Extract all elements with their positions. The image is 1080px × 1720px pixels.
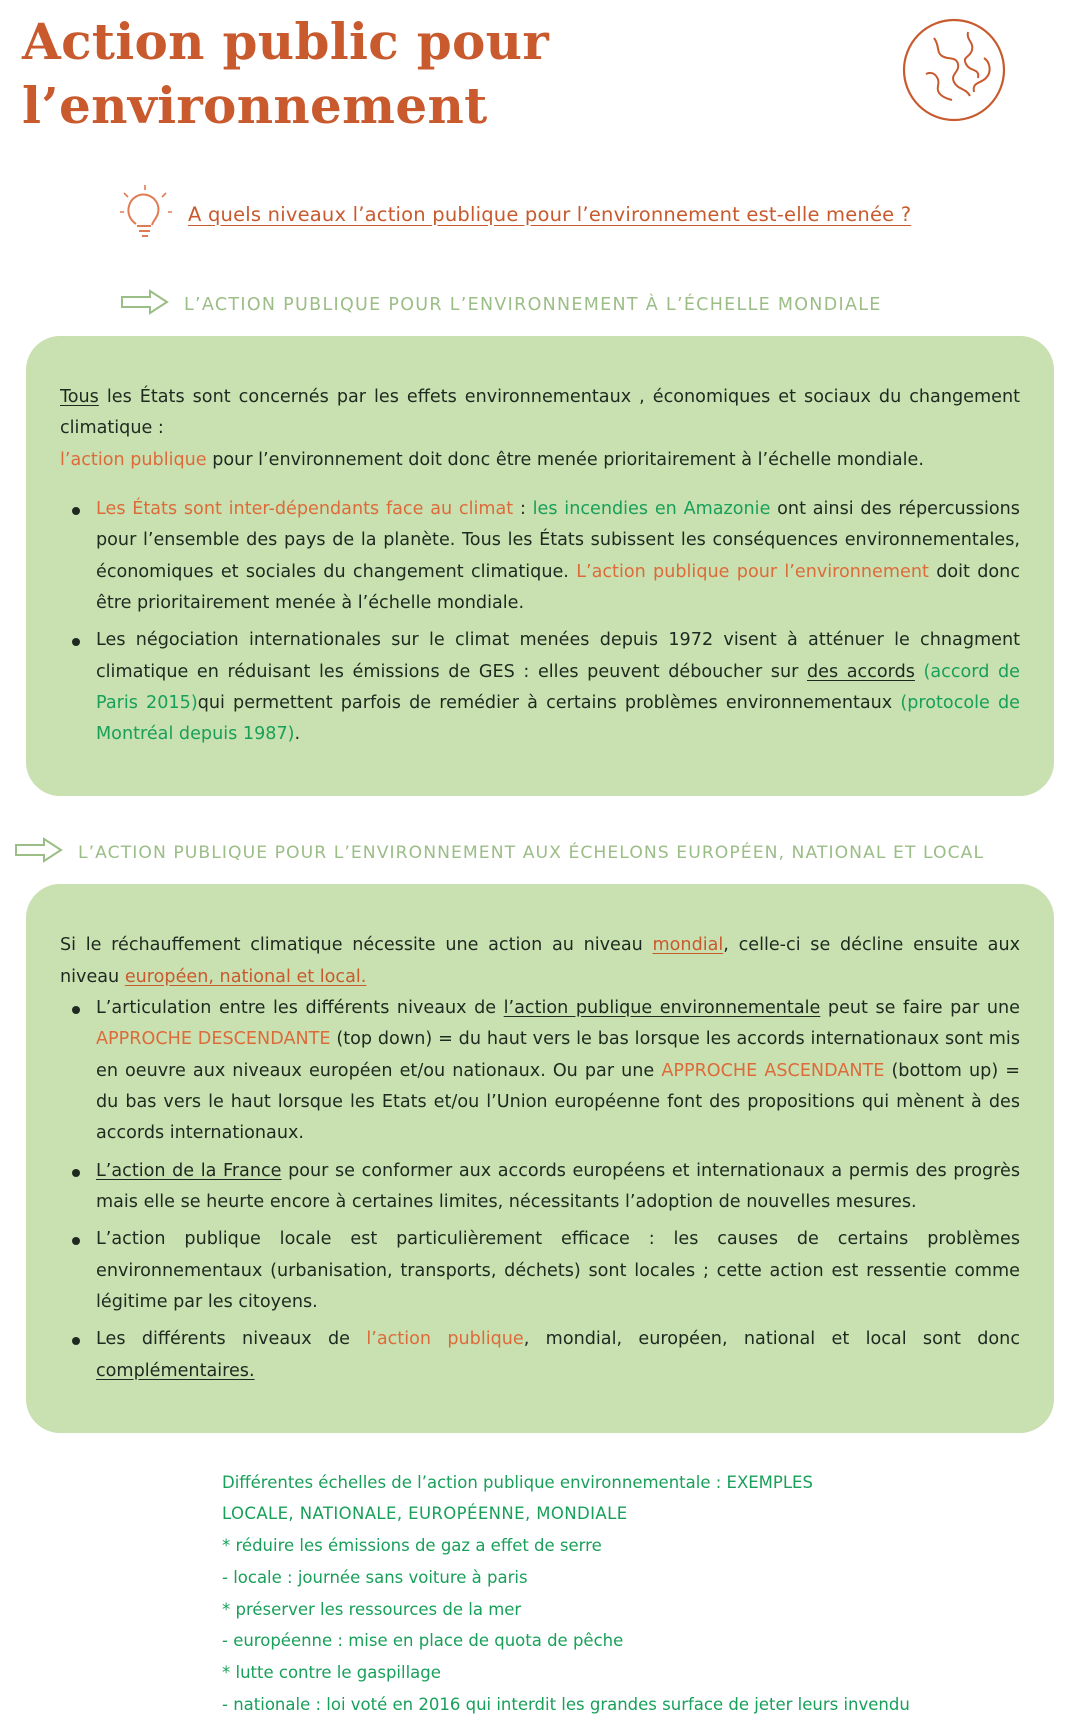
examples-line: * réduire les émissions de gaz a effet de serre <box>222 1536 602 1556</box>
page-title: Action public pour l’environnement <box>22 12 549 135</box>
bullet-highlight-1: APPROCHE DESCENDANTE <box>96 1029 331 1050</box>
section-1-heading: L’ACTION PUBLIQUE POUR L’ENVIRONNEMENT À L’ÉCHELLE MONDIALE <box>184 295 882 315</box>
intro-highlight-1: mondial <box>652 935 724 956</box>
bullet-example: les incendies en Amazonie <box>532 498 771 519</box>
section-2-intro <box>60 930 1020 993</box>
section-1-intro <box>60 382 1020 476</box>
bullet-text: . <box>294 724 301 745</box>
intro-text-2: pour l’environnement doit donc être menée prioritairement à l’échelle mondiale. <box>206 449 924 470</box>
arrow-right-icon <box>14 836 64 870</box>
bullet-keyword: l’action publique environnementale <box>503 998 821 1019</box>
intro-highlight-2: européen, national et local. <box>124 966 367 987</box>
section-1-heading-row <box>120 288 1080 322</box>
list-item <box>90 1224 1020 1318</box>
section-question: A quels niveaux l’action publique pour l’environnement est-elle menée ? <box>188 202 912 226</box>
list-item <box>90 1156 1020 1219</box>
bullet-text: ont ainsi des répercussions pour l’ensemble des pays de la planète. Tous les États subissent les conséquences environnementales, économiques et sociales du changement climatique. <box>96 498 1020 582</box>
arrow-right-icon <box>120 288 170 322</box>
globe-icon <box>898 14 1010 130</box>
examples-line: - locale : journée sans voiture à paris <box>222 1567 528 1587</box>
examples-line: - nationale : loi voté en 2016 qui interdit les grandes surface de jeter leurs invendu <box>222 1694 910 1714</box>
examples-line: LOCALE, NATIONALE, EUROPÉENNE, MONDIALE <box>222 1504 628 1524</box>
intro-text-1: Si le réchauffement climatique nécessite une action au niveau <box>60 935 653 956</box>
bullet-example: (accord de Paris 2015) <box>96 661 1021 713</box>
bullet-highlight-2: APPROCHE ASCENDANTE <box>661 1060 885 1081</box>
bullet-highlight: L’action publique pour l’environnement <box>576 561 929 582</box>
examples-block <box>222 1467 1080 1720</box>
bullet-text: (top down) = du haut vers le bas lorsque les accords internationaux sont mis en oeuvre aux niveaux européen et/ou nationaux. Ou par une <box>96 1029 1020 1081</box>
bullet-lead: Les États sont inter-dépendants face au climat <box>96 498 514 519</box>
list-item <box>90 1324 1020 1387</box>
bullet-text: pour se conformer aux accords européens et internationaux a permis des progrès mais elle se heurte encore à certaines limites, nécessitants l’adoption de nouvelles mesures. <box>96 1160 1021 1212</box>
bullet-text: (bottom up) = du bas vers le haut lorsque les Etats et/ou l’Union européenne font des propositions qui mènent à des accords internationaux. <box>96 1060 1020 1144</box>
bullet-text: Les négociation internationales sur le climat menées depuis 1972 visent à atténuer le chnagment climatique en réduisant les émissions de GES : elles peuvent déboucher sur <box>96 630 1020 682</box>
bullet-keyword: des accords <box>806 661 915 682</box>
bullet-highlight: l’action publique <box>366 1329 524 1350</box>
list-item <box>90 494 1020 619</box>
bullet-text: : <box>513 498 533 519</box>
examples-line: - européenne : mise en place de quota de pêche <box>222 1631 624 1651</box>
bullet-example: (protocole de Montréal depuis 1987) <box>96 692 1020 745</box>
intro-text-2: , celle-ci se décline ensuite aux niveau <box>60 935 1021 987</box>
lightbulb-icon <box>120 184 172 244</box>
section-2-bullet-list <box>60 993 1020 1387</box>
examples-line: * préserver les ressources de la mer <box>222 1599 522 1619</box>
bullet-text: qui permettent parfois de remédier à certains problèmes environnementaux <box>197 692 901 713</box>
intro-keyword: Tous <box>60 387 99 407</box>
section-1-card <box>26 336 1054 796</box>
bullet-text: doit donc être prioritairement menée à l’échelle mondiale. <box>96 561 1020 613</box>
bullet-text: L’articulation entre les différents niveaux de <box>96 998 504 1019</box>
intro-highlight: l’action publique <box>60 449 207 470</box>
bullet-keyword: L’action de la France <box>96 1160 282 1181</box>
intro-text-1: les États sont concernés par les effets environnementaux , économiques et sociaux du changement climatique : <box>60 387 1020 439</box>
bullet-keyword: complémentaires. <box>96 1360 255 1381</box>
examples-line: Différentes échelles de l’action publique environnementale : EXEMPLES <box>222 1472 813 1492</box>
examples-line: * lutte contre le gaspillage <box>222 1662 441 1682</box>
bullet-text: Les différents niveaux de <box>96 1329 367 1350</box>
bullet-text: , mondial, européen, national et local sont donc <box>523 1329 1021 1350</box>
bullet-text: L’action publique locale est particulièrement efficace : les causes de certains problèmes environnementaux (urbanisation, transports, déchets) sont locales ; cette action est ressentie comme légitime par les citoyens. <box>96 1229 1020 1312</box>
section-2-card <box>26 884 1054 1432</box>
question-row <box>120 184 1080 244</box>
section-1-bullet-list <box>60 494 1020 751</box>
bullet-text: peut se faire par une <box>820 998 1021 1019</box>
list-item <box>90 625 1020 750</box>
title-block <box>0 0 1080 138</box>
section-2-heading: L’ACTION PUBLIQUE POUR L’ENVIRONNEMENT AUX ÉCHELONS EUROPÉEN, NATIONAL ET LOCAL <box>78 843 985 864</box>
section-2-heading-row <box>14 836 1080 870</box>
list-item <box>90 993 1020 1150</box>
